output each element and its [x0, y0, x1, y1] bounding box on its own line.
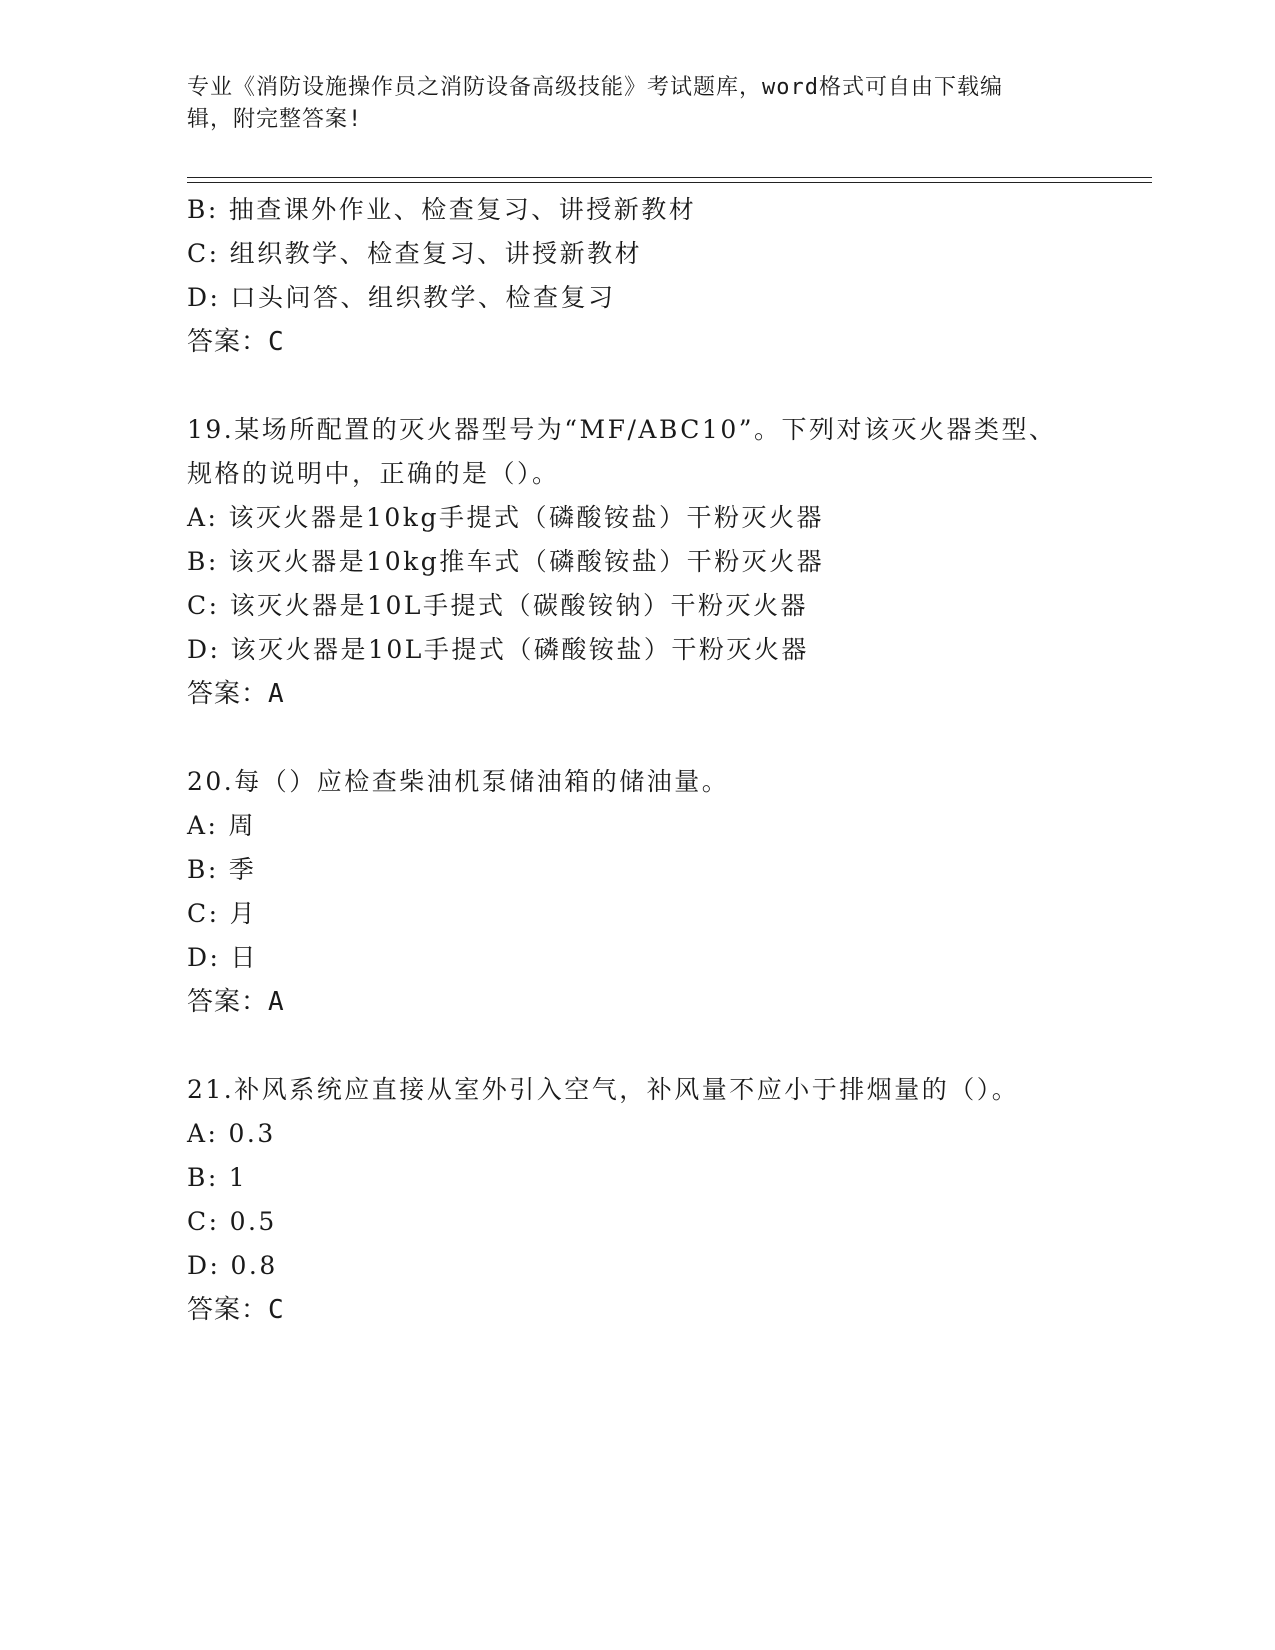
- q19-stem-line-1: 19.某场所配置的灭火器型号为“MF/ABC10”。下列对该灭火器类型、: [187, 415, 1057, 444]
- option-key: D:: [187, 283, 221, 312]
- option-key: C:: [187, 899, 220, 928]
- header-divider-top: [187, 177, 1152, 178]
- option-key: C:: [187, 591, 220, 620]
- q20-stem: 20.每（）应检查柴油机泵储油箱的储油量。: [187, 767, 730, 796]
- q19-option-c: [187, 589, 808, 623]
- q21-stem: 21.补风系统应直接从室外引入空气，补风量不应小于排烟量的（）。: [187, 1075, 1020, 1104]
- option-key: B:: [187, 1163, 219, 1192]
- header-divider-bottom: [187, 182, 1152, 183]
- option-key: B:: [187, 855, 219, 884]
- option-key: C:: [187, 239, 220, 268]
- option-text: 该灭火器是10L手提式（磷酸铵盐）干粉灭火器: [230, 635, 809, 664]
- q21-answer: 答案：C: [187, 1295, 285, 1325]
- q21-option-c: [187, 1205, 277, 1239]
- header-line-2: 辑，附完整答案!: [187, 107, 363, 132]
- q18-option-d: [187, 281, 615, 315]
- option-key: A:: [187, 1119, 219, 1148]
- header-line-1: 专业《消防设施操作员之消防设备高级技能》考试题库，word格式可自由下载编: [187, 75, 1003, 100]
- q20-option-b: [187, 853, 256, 887]
- option-text: 该灭火器是10kg手提式（磷酸铵盐）干粉灭火器: [228, 503, 824, 532]
- document-header: [187, 72, 1067, 136]
- option-text: 月: [229, 899, 258, 928]
- option-text: 日: [230, 943, 258, 972]
- option-text: 0.8: [230, 1251, 278, 1280]
- option-text: 周: [228, 811, 256, 840]
- option-text: 0.3: [228, 1119, 276, 1148]
- option-key: A:: [187, 503, 219, 532]
- option-key: B:: [187, 547, 219, 576]
- q20-option-a: [187, 809, 256, 843]
- q19-option-d: [187, 633, 809, 667]
- option-key: A:: [187, 811, 219, 840]
- q20-answer: 答案：A: [187, 987, 285, 1017]
- option-text: 口头问答、组织教学、检查复习: [230, 283, 616, 312]
- option-key: B:: [187, 195, 219, 224]
- option-text: 抽查课外作业、检查复习、讲授新教材: [228, 195, 697, 224]
- option-key: D:: [187, 1251, 221, 1280]
- q18-option-c: [187, 237, 642, 271]
- option-text: 0.5: [229, 1207, 277, 1236]
- q21-option-b: [187, 1161, 247, 1195]
- option-text: 该灭火器是10kg推车式（磷酸铵盐）干粉灭火器: [228, 547, 825, 576]
- q19-stem-line-2: 规格的说明中，正确的是（）。: [187, 459, 560, 488]
- q19-answer: 答案：A: [187, 679, 285, 709]
- q21-option-d: [187, 1249, 278, 1283]
- q18-answer: 答案：C: [187, 327, 285, 357]
- option-text: 组织教学、检查复习、讲授新教材: [229, 239, 643, 268]
- q18-option-b: [187, 193, 696, 227]
- q19-option-b: [187, 545, 824, 579]
- q20-option-c: [187, 897, 257, 931]
- q20-option-d: [187, 941, 258, 975]
- option-key: C:: [187, 1207, 220, 1236]
- option-text: 该灭火器是10L手提式（碳酸铵钠）干粉灭火器: [229, 591, 808, 620]
- q21-option-a: [187, 1117, 276, 1151]
- option-text: 1: [228, 1163, 248, 1192]
- q19-option-a: [187, 501, 824, 535]
- option-key: D:: [187, 943, 221, 972]
- option-key: D:: [187, 635, 221, 664]
- option-text: 季: [228, 855, 257, 884]
